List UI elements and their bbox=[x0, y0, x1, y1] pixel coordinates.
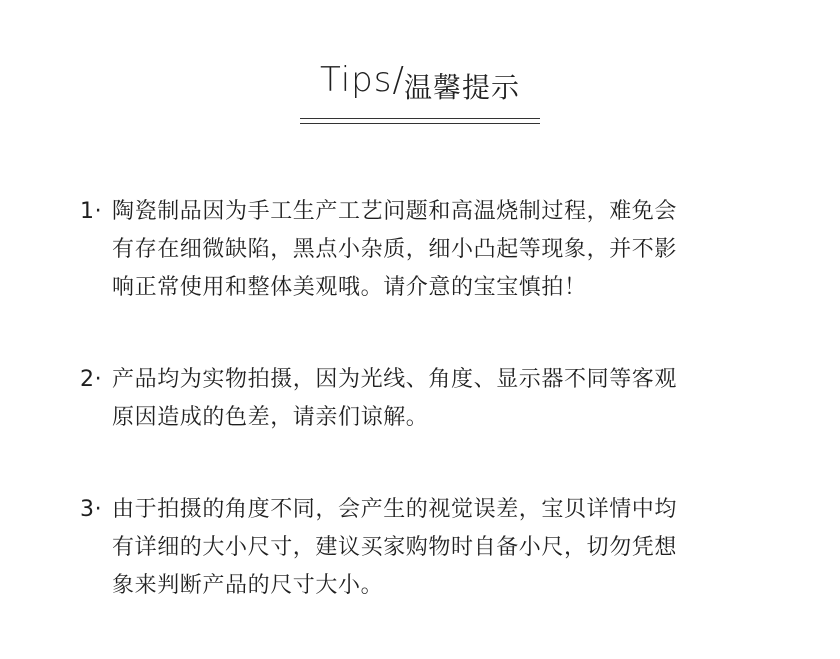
tip-line bbox=[80, 491, 770, 529]
tip-line bbox=[80, 193, 770, 231]
tip-line bbox=[80, 231, 770, 269]
tip-text: 由于拍摄的角度不同，会产生的视觉误差，宝贝详情中均 bbox=[112, 497, 678, 522]
title-underline-top bbox=[300, 118, 540, 119]
page-title bbox=[320, 60, 520, 104]
title-underline-bottom bbox=[300, 123, 540, 124]
tip-text: 产品均为实物拍摄，因为光线、角度、显示器不同等客观 bbox=[112, 367, 678, 392]
title-english: Tips bbox=[320, 60, 393, 100]
tip-text: 原因造成的色差，请亲们谅解。 bbox=[112, 405, 429, 430]
tip-number: 3· bbox=[80, 497, 103, 522]
tip-line bbox=[80, 269, 770, 307]
tip-item-1 bbox=[80, 193, 770, 307]
title-separator: / bbox=[392, 60, 404, 100]
tip-text: 象来判断产品的尺寸大小。 bbox=[112, 573, 384, 598]
tip-item-3 bbox=[80, 491, 770, 605]
tips-list bbox=[80, 193, 770, 659]
tip-text: 陶瓷制品因为手工生产工艺问题和高温烧制过程，难免会 bbox=[112, 199, 678, 224]
tip-text: 响正常使用和整体美观哦。请介意的宝宝慎拍！ bbox=[112, 275, 587, 300]
tip-line bbox=[80, 529, 770, 567]
tip-line bbox=[80, 567, 770, 605]
tip-number: 2· bbox=[80, 367, 103, 392]
tip-line bbox=[80, 361, 770, 399]
page-header bbox=[0, 60, 840, 104]
tip-item-2 bbox=[80, 361, 770, 437]
tip-text: 有详细的大小尺寸，建议买家购物时自备小尺，切勿凭想 bbox=[112, 535, 678, 560]
tip-number: 1· bbox=[80, 199, 103, 224]
tip-text: 有存在细微缺陷，黑点小杂质，细小凸起等现象，并不影 bbox=[112, 237, 678, 262]
tip-line bbox=[80, 399, 770, 437]
title-chinese: 温馨提示 bbox=[403, 71, 520, 104]
